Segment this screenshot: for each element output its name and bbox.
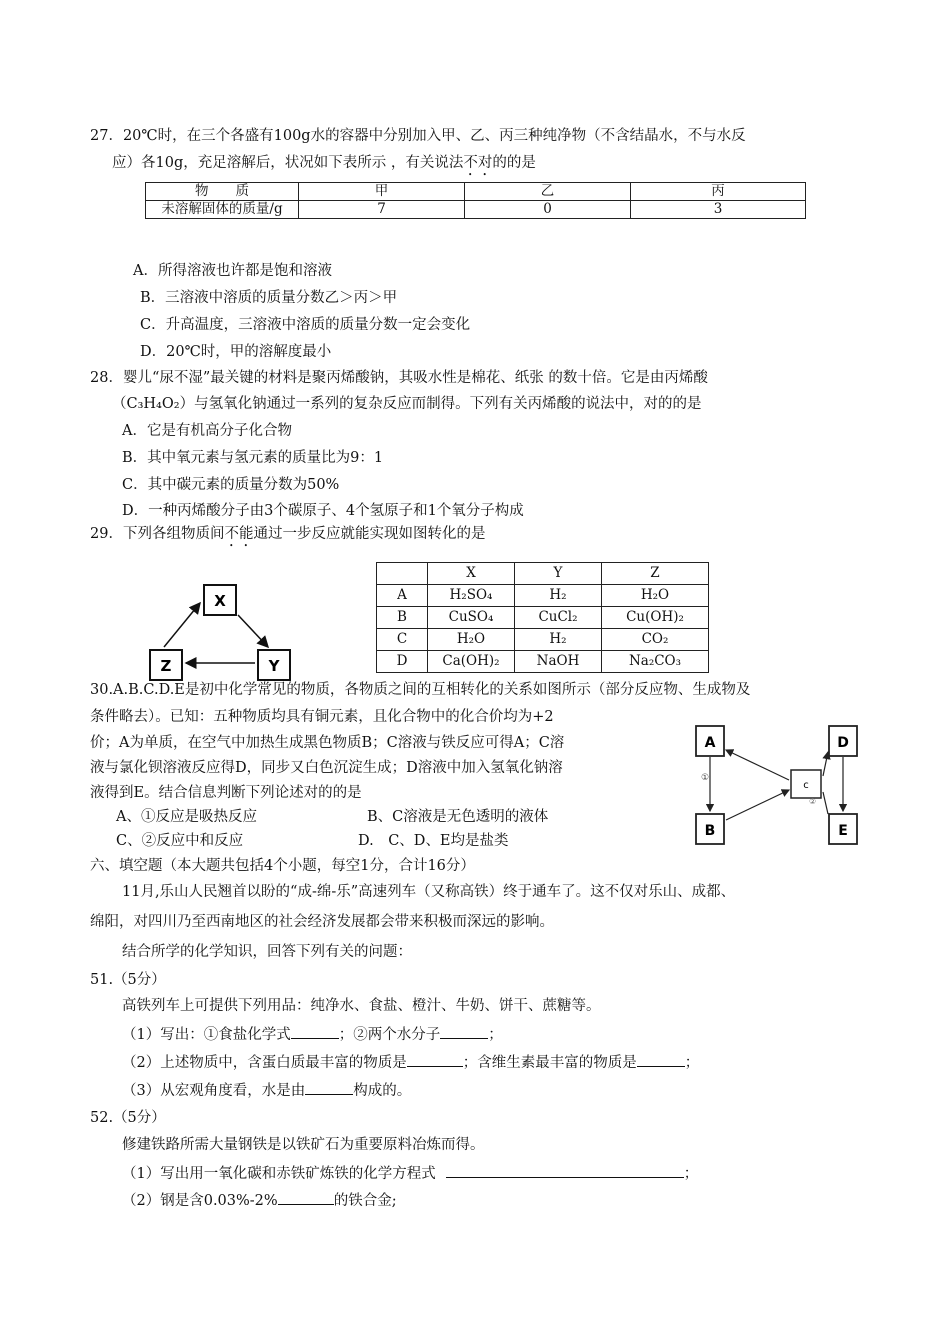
q51-part1-b: ；②两个水分子: [338, 1027, 441, 1043]
q30-line5: 液得到E。结合信息判断下列论述对的的是: [90, 785, 362, 801]
label-e: E: [838, 823, 848, 839]
arrow-x-to-y: [238, 615, 268, 647]
answer-blank[interactable]: [637, 1052, 685, 1067]
section6-title: 六、填空题（本大题共包括4个小题，每空1分，合计16分）: [90, 858, 475, 874]
q51-part1-a: （1）写出：①食盐化学式: [122, 1027, 291, 1043]
q27-line2: [112, 153, 536, 179]
table-cell: 甲: [299, 183, 465, 201]
q27-option-d: D．20℃时，甲的溶解度最小: [140, 344, 332, 360]
q28-line2: （C₃H₄O₂）与氢氧化钠通过一系列的复杂反应而制得。下列有关丙烯酸的说法中，对的的是: [112, 396, 702, 412]
q28-option-b: B．其中氧元素与氢元素的质量比为9：1: [122, 450, 384, 466]
q28-option-a: A．它是有机高分子化合物: [122, 423, 292, 439]
answer-blank[interactable]: [305, 1080, 353, 1095]
arrow-c-to-a: [726, 750, 789, 780]
table-row: [377, 607, 709, 629]
table-cell: H₂: [515, 585, 602, 607]
table-cell: 未溶解固体的质量/g: [146, 201, 299, 219]
label-c: c: [803, 780, 809, 791]
table-cell: X: [428, 563, 515, 585]
q29-line-b: 通过一步反应就能实现如图转化的是: [253, 526, 486, 542]
table-row: [377, 563, 709, 585]
q29-line-a: 29．下列各组物质间: [90, 526, 225, 542]
q27-line2-a: 应）各10g，充足溶解后，状况如下表所示 ，有关说法: [112, 155, 464, 171]
table-cell: NaOH: [515, 651, 602, 673]
q27-table: [145, 182, 806, 219]
table-cell: H₂: [515, 629, 602, 651]
table-cell: CuSO₄: [428, 607, 515, 629]
table-cell: [377, 563, 428, 585]
label-b: B: [704, 823, 716, 839]
arrow-c-to-d: [823, 752, 828, 776]
q28-option-c: C．其中碳元素的质量分数为50%: [122, 477, 340, 493]
q30-option-d: D. C、D、E均是盐类: [358, 833, 509, 849]
table-cell: Y: [515, 563, 602, 585]
table-cell: 丙: [631, 183, 806, 201]
q52-part2: [122, 1190, 397, 1211]
table-cell: H₂O: [602, 585, 709, 607]
q52-stem: 修建铁路所需大量钢铁是以铁矿石为重要原料冶炼而得。: [122, 1137, 485, 1153]
answer-blank[interactable]: [407, 1052, 463, 1067]
label-x: X: [214, 592, 226, 610]
answer-blank[interactable]: [440, 1024, 488, 1039]
line-c-to-e: [823, 792, 828, 814]
table-cell: 0: [465, 201, 631, 219]
marker-2: ②: [809, 797, 817, 806]
q27-option-a: A．所得溶液也许都是饱和溶液: [133, 263, 332, 279]
label-z: Z: [160, 657, 172, 675]
q51-part2-c: ；: [684, 1055, 700, 1071]
q51-part3: [122, 1080, 411, 1101]
table-cell: A: [377, 585, 428, 607]
table-cell: B: [377, 607, 428, 629]
arrow-z-to-x: [164, 603, 200, 647]
q30-line3: 价；A为单质，在空气中加热生成黑色物质B；C溶液与铁反应可得A；C溶: [90, 735, 565, 751]
q52-number: 52.（5分）: [90, 1110, 166, 1126]
table-cell: CO₂: [602, 629, 709, 651]
table-cell: CuCl₂: [515, 607, 602, 629]
section6-intro2: 绵阳，对四川乃至西南地区的社会经济发展都会带来积极而深远的影响。: [90, 914, 554, 930]
q30-relation-diagram: [688, 720, 866, 850]
q30-line4: 液与氯化钡溶液反应得D，同步又白色沉淀生成；D溶液中加入氢氧化钠溶: [90, 760, 563, 776]
label-y: Y: [268, 657, 280, 675]
q51-number: 51.（5分）: [90, 972, 166, 988]
table-cell: Ca(OH)₂: [428, 651, 515, 673]
q52-part1-a: （1）写出用一氧化碳和赤铁矿炼铁的化学方程式: [122, 1166, 436, 1182]
label-d: D: [837, 735, 849, 751]
table-row: [146, 201, 806, 219]
q27-line1: 27．20℃时，在三个各盛有100g水的容器中分别加入甲、乙、丙三种纯净物（不含结晶水，不与水反: [90, 128, 746, 144]
table-cell: C: [377, 629, 428, 651]
answer-blank[interactable]: [446, 1163, 684, 1178]
table-cell: 物 质: [146, 183, 299, 201]
q29-table: [376, 562, 709, 673]
table-cell: 3: [631, 201, 806, 219]
label-a: A: [704, 735, 716, 751]
table-row: [377, 629, 709, 651]
table-cell: H₂SO₄: [428, 585, 515, 607]
answer-blank[interactable]: [291, 1024, 339, 1039]
q28-line1: 28．婴儿“尿不湿”最关键的材料是聚丙烯酸钠，其吸水性是棉花、纸张 的数十倍。它是由丙烯酸: [90, 370, 708, 386]
q29-cycle-diagram: [140, 575, 300, 685]
section6-intro1: 11月,乐山人民翘首以盼的“成-绵-乐”高速列车（又称高铁）终于通车了。这不仅对乐山、成都、: [122, 884, 736, 900]
q51-part1: [122, 1024, 503, 1045]
q51-stem: 高铁列车上可提供下列用品：纯净水、食盐、橙汁、牛奶、饼干、蔗糖等。: [122, 998, 601, 1014]
q30-line2: 条件略去）。已知：五种物质均具有铜元素，且化合物中的化合价均为+2: [90, 709, 554, 725]
q27-line2-b: 的的是: [492, 155, 536, 171]
q51-part2-a: （2）上述物质中，含蛋白质最丰富的物质是: [122, 1055, 407, 1071]
table-cell: Cu(OH)₂: [602, 607, 709, 629]
q52-part2-a: （2）钢是含0.03%-2%: [122, 1193, 278, 1209]
marker-1: ①: [701, 773, 710, 783]
table-cell: Na₂CO₃: [602, 651, 709, 673]
table-cell: 乙: [465, 183, 631, 201]
q29-emphasis: 不能: [224, 526, 254, 542]
q51-part2-b: ；含维生素最丰富的物质是: [462, 1055, 637, 1071]
q29-line: [90, 524, 485, 550]
table-row: [377, 585, 709, 607]
table-cell: D: [377, 651, 428, 673]
q30-option-b: B、C溶液是无色透明的液体: [367, 809, 549, 825]
table-row: [146, 183, 806, 201]
q30-option-a: A、①反应是吸热反应: [116, 809, 257, 825]
q51-part3-a: （3）从宏观角度看，水是由: [122, 1083, 306, 1099]
q30-option-c: C、②反应中和反应: [116, 833, 244, 849]
q27-emphasis: 不对: [463, 155, 493, 171]
table-cell: 7: [299, 201, 465, 219]
table-cell: H₂O: [428, 629, 515, 651]
q51-part3-b: 构成的。: [353, 1083, 412, 1099]
section6-intro3: 结合所学的化学知识，回答下列有关的问题：: [122, 944, 412, 960]
table-row: [377, 651, 709, 673]
q30-line1: 30.A.B.C.D.E是初中化学常见的物质，各物质之间的互相转化的关系如图所示（部分反应物、生成物及: [90, 682, 751, 698]
answer-blank[interactable]: [278, 1190, 334, 1205]
q52-part1: [122, 1163, 698, 1184]
q28-option-d: D．一种丙烯酸分子由3个碳原子、4个氢原子和1个氧分子构成: [122, 503, 524, 519]
q51-part2: [122, 1052, 699, 1073]
q27-option-c: C．升高温度，三溶液中溶质的质量分数一定会变化: [140, 317, 471, 333]
q52-part1-b: ；: [683, 1166, 699, 1182]
table-cell: Z: [602, 563, 709, 585]
q52-part2-b: 的铁合金;: [333, 1193, 397, 1209]
arrow-b-to-c: [726, 790, 789, 820]
q27-option-b: B．三溶液中溶质的质量分数乙＞丙＞甲: [140, 290, 398, 306]
q51-part1-c: ；: [488, 1027, 503, 1043]
